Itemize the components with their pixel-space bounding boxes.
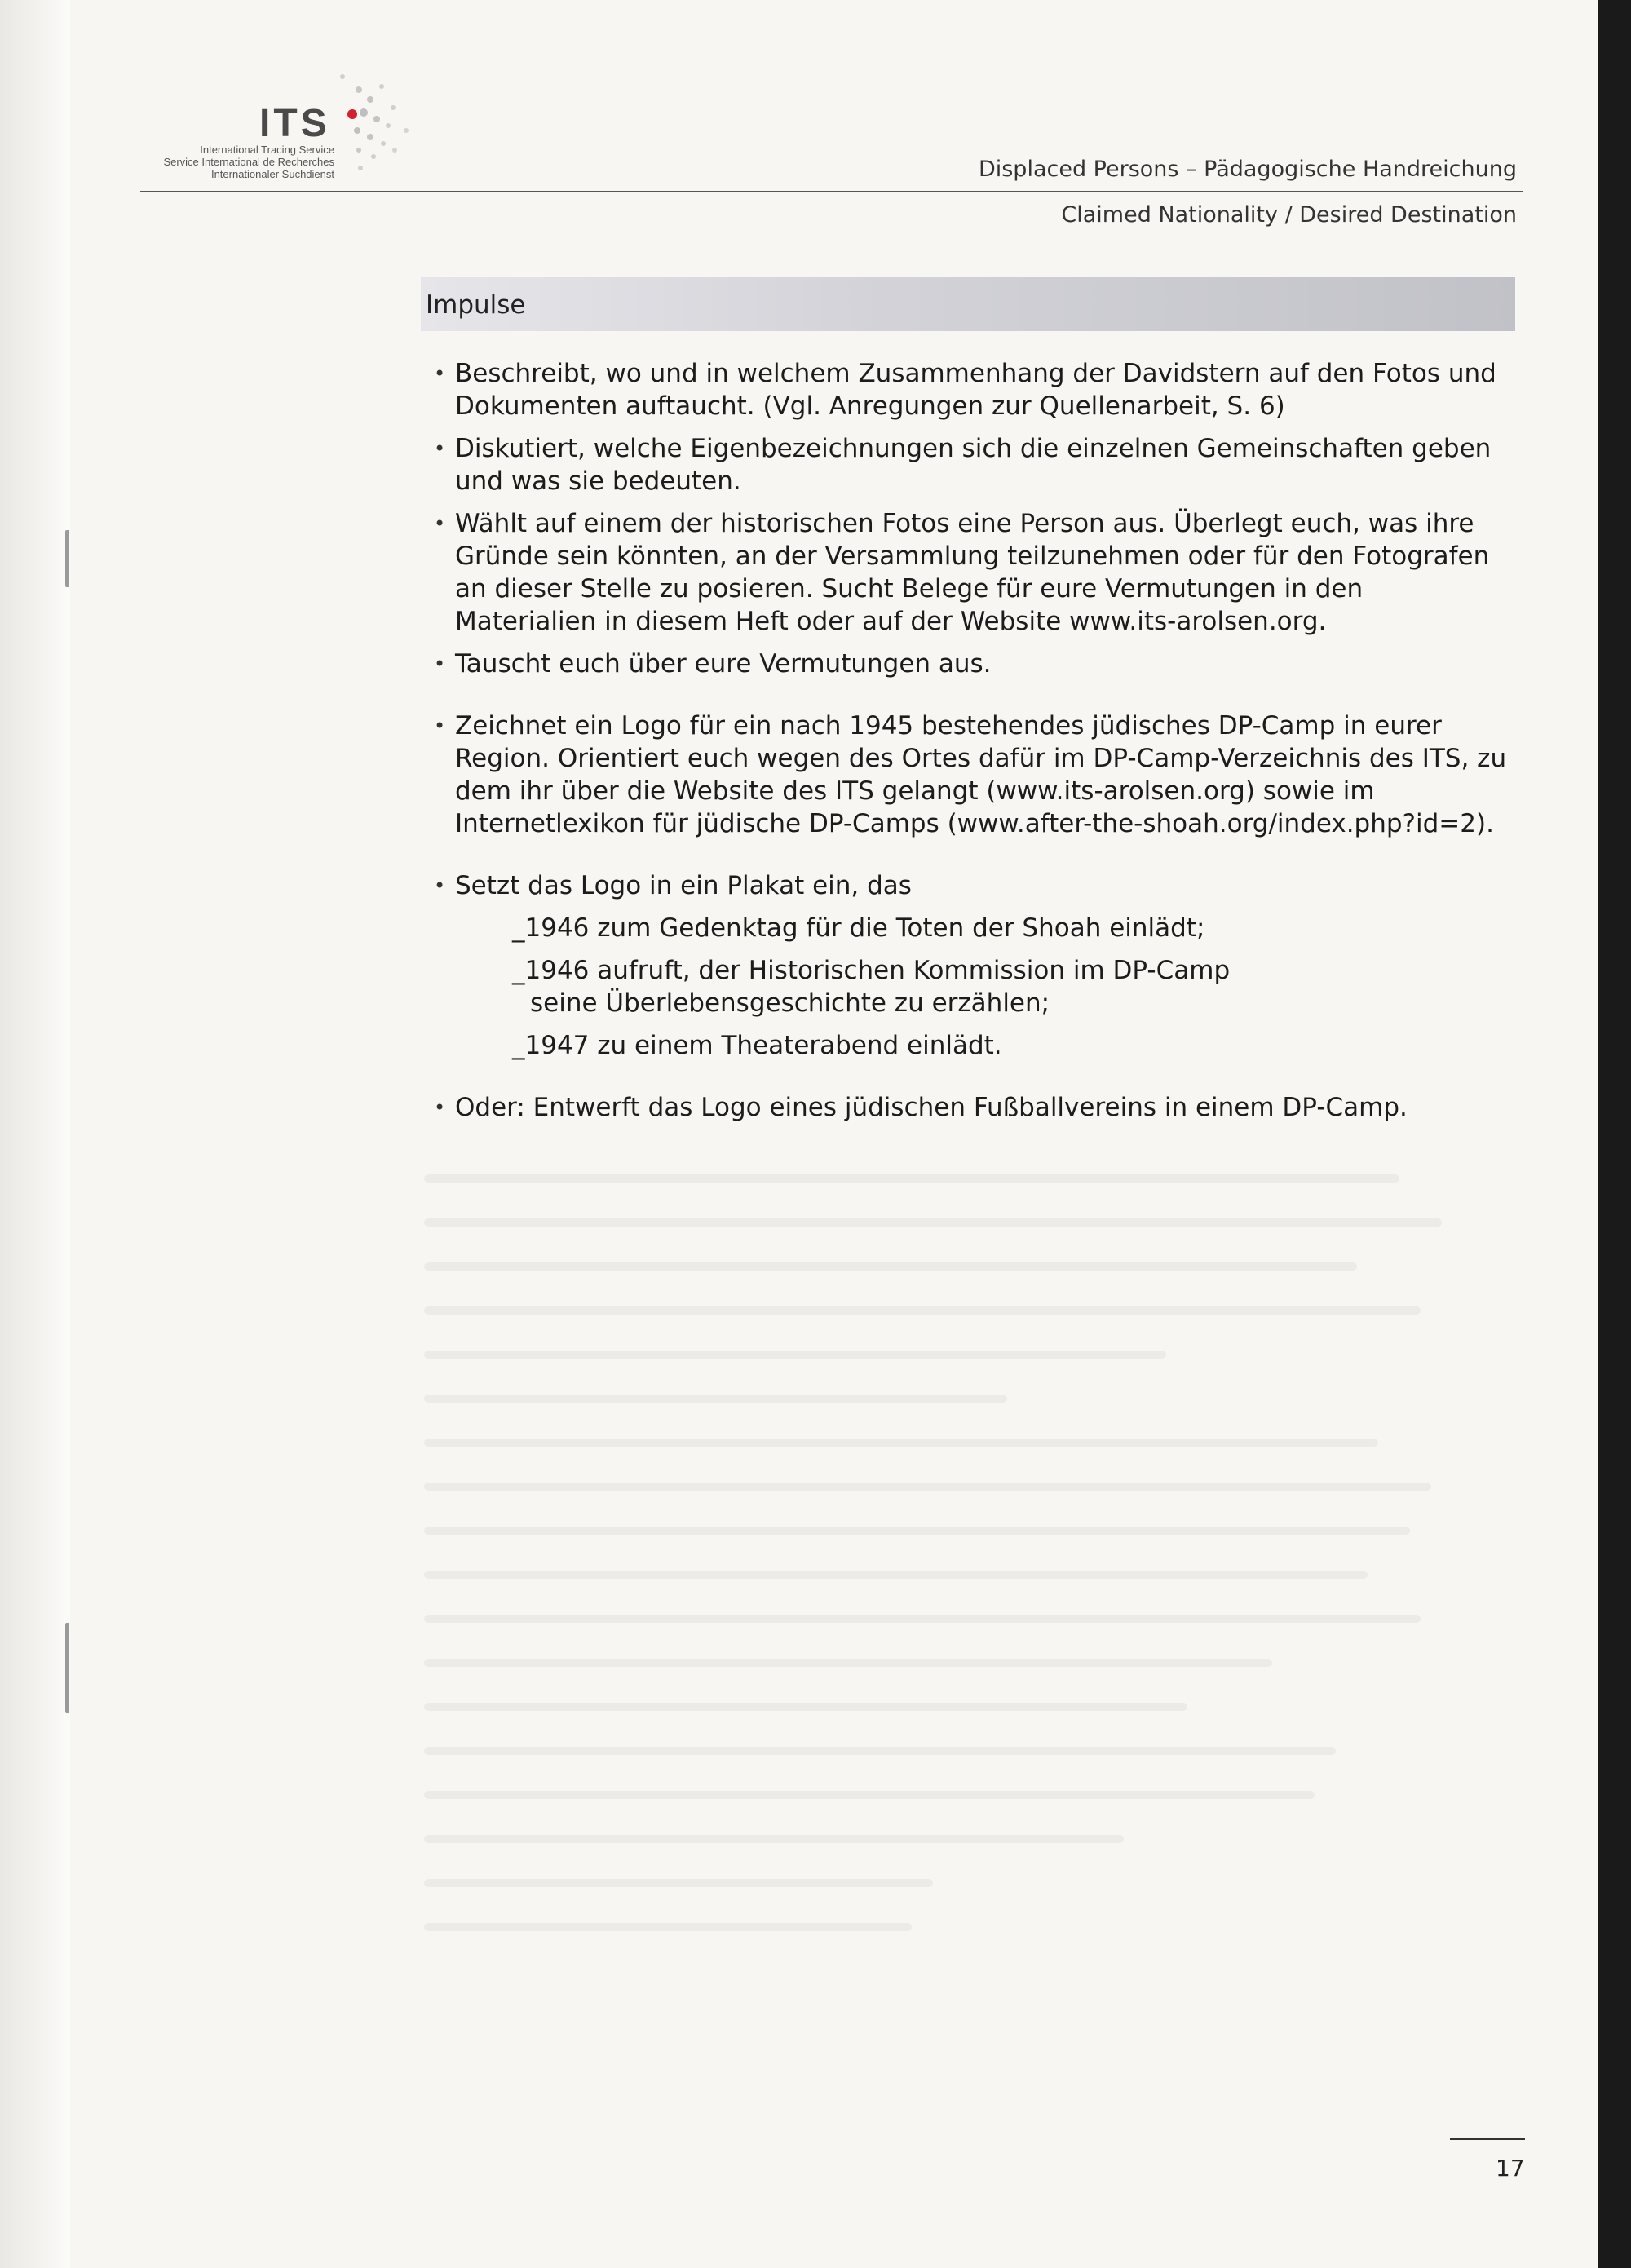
section-title: Impulse bbox=[426, 290, 526, 320]
sub-list-item: _1947 zu einem Theaterabend einlädt. bbox=[512, 1031, 1002, 1060]
logo-line: Internationaler Suchdienst bbox=[210, 168, 334, 180]
bleed-through-text bbox=[424, 1174, 1484, 1967]
list-item-text: Setzt das Logo in ein Plakat ein, das bbox=[455, 871, 912, 900]
footer-rule bbox=[1450, 2138, 1525, 2140]
staple bbox=[65, 1623, 69, 1713]
page-number: 17 bbox=[1496, 2155, 1525, 2182]
logo-line: Service International de Recherches bbox=[163, 156, 334, 168]
list-item: • Zeichnet ein Logo für ein nach 1945 bestehendes jüdisches DP-Camp in eurer Region. Orientiert euch wegen des Ortes dafür im DP-Camp-Verzeichnis des ITS, zu dem ihr über die Website des ITS gelangt (www.its-arolsen.org) sowie im Internetlexikon für jüdische DP-Camps (www.after-the-shoah.org/index.php?id=2). bbox=[434, 710, 1510, 840]
scan-edge bbox=[1598, 0, 1631, 2268]
sub-list-item-continuation: seine Überlebensgeschichte zu erzählen; bbox=[530, 988, 1050, 1018]
list-item: • Beschreibt, wo und in welchem Zusammenhang der Davidstern auf den Fotos und Dokumenten auftaucht. (Vgl. Anregungen zur Quellenarbeit, S. 6) bbox=[434, 357, 1510, 422]
header-rule bbox=[140, 191, 1523, 192]
sub-list-item bbox=[512, 954, 1510, 1019]
list-item: • Diskutiert, welche Eigenbezeichnungen sich die einzelnen Gemeinschaften geben und was sie bedeuten. bbox=[434, 432, 1510, 497]
staple bbox=[65, 530, 69, 587]
logo-wordmark: ITS bbox=[259, 102, 330, 145]
impulse-list bbox=[434, 357, 1510, 1134]
logo-line: International Tracing Service bbox=[200, 144, 334, 156]
sub-list-item-text: _1946 aufruft, der Historischen Kommission im DP-Camp bbox=[512, 956, 1231, 985]
list-item: • Oder: Entwerft das Logo eines jüdischen Fußballvereins in einem DP-Camp. bbox=[434, 1091, 1510, 1124]
list-item: • Tauscht euch über eure Vermutungen aus. bbox=[434, 648, 1510, 680]
list-item bbox=[434, 869, 1510, 1062]
sub-list bbox=[455, 912, 1510, 1062]
its-logo bbox=[130, 65, 424, 188]
header-title: Displaced Persons – Pädagogische Handreichung bbox=[978, 157, 1517, 182]
header-subtitle: Claimed Nationality / Desired Destination bbox=[1061, 202, 1517, 228]
section-title-bar bbox=[421, 277, 1515, 331]
page-gutter bbox=[0, 0, 70, 2268]
sub-list-item: _1946 zum Gedenktag für die Toten der Shoah einlädt; bbox=[512, 913, 1205, 943]
list-item: • Wählt auf einem der historischen Fotos eine Person aus. Überlegt euch, was ihre Gründe sein könnten, an der Versammlung teilzunehmen oder für den Fotografen an dieser Stelle zu posieren. Sucht Belege für eure Vermutungen in den Materialien in diesem Heft oder auf der Website www.its-arolsen.org. bbox=[434, 507, 1510, 638]
